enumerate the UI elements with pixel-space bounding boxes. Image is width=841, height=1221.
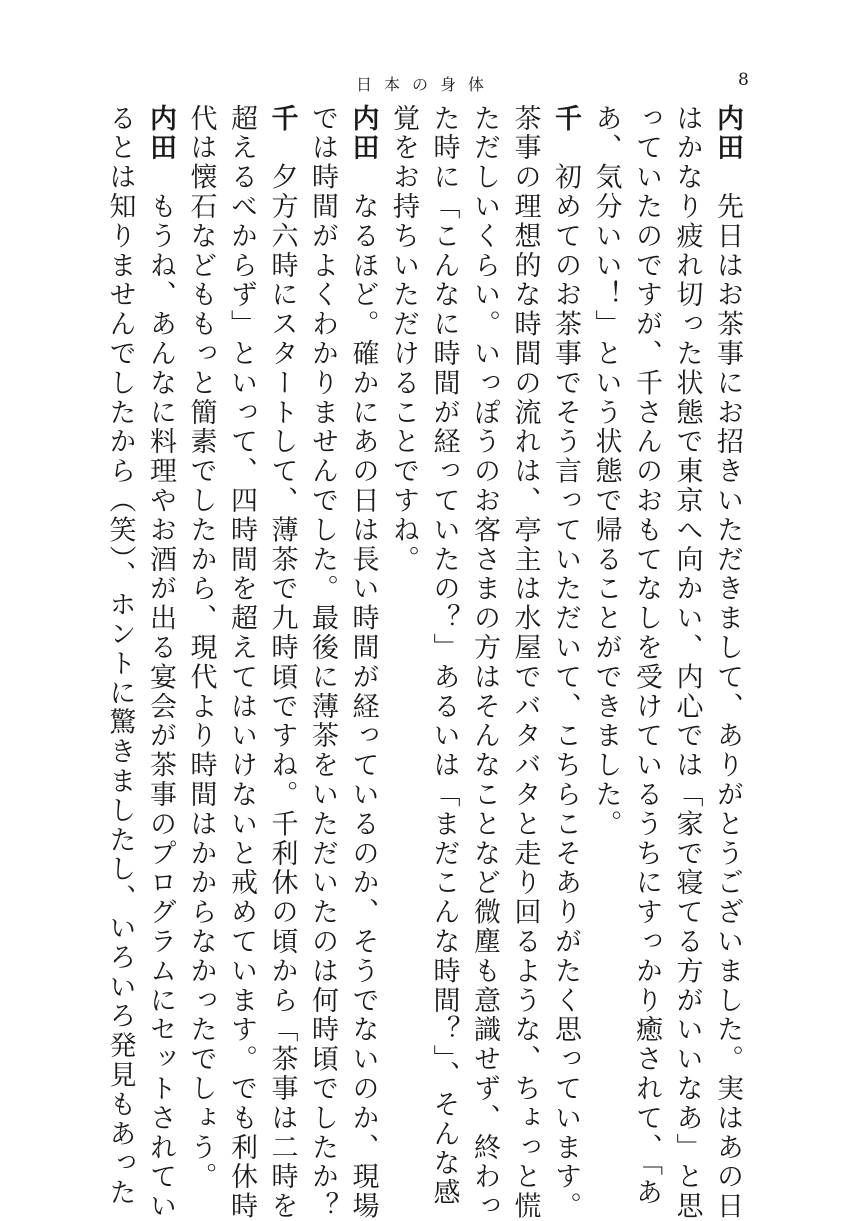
column-text: るとは知りませんでしたから（笑）、ホントに驚きましたし、いろいろ発見もあった <box>104 104 136 1208</box>
text-column <box>221 104 262 1221</box>
column-text: 夕方六時にスタートして、薄茶で九時頃ですね。千利休の頃から「茶事は二時を <box>266 162 298 1221</box>
column-text: 初めてのお茶事でそう言っていただいて、こちらこそありがたく思っています。 <box>550 162 581 1221</box>
text-column <box>504 104 545 1221</box>
body-text <box>99 104 747 1221</box>
speaker-label: 内田 <box>347 104 379 163</box>
text-column <box>666 104 707 1221</box>
column-text: た時に「こんなに時間が経っていたの？」あるいは「まだこんな時間？」、そんな感 <box>428 104 460 1208</box>
text-column <box>180 104 221 1192</box>
text-column <box>585 104 626 1114</box>
text-column <box>626 104 667 1208</box>
column-text: 代は懐石などももっと簡素でしたから、現代より時間はかからなかったでしょう。 <box>185 104 217 1192</box>
running-head: 日本の身体 <box>356 75 497 94</box>
column-text: あ、気分いい！」という状態で帰ることができました。 <box>590 104 622 839</box>
column-text: 覚をお持ちいただけることですね。 <box>388 104 419 575</box>
text-column <box>383 104 424 1114</box>
column-text: では時間がよくわかりませんでした。最後に薄茶をいただいたのは何時頃でしたか？ <box>307 104 338 1221</box>
speaker-label: 内田 <box>712 104 743 163</box>
text-column <box>261 104 302 1221</box>
page-number: 8 <box>738 70 749 90</box>
text-column <box>707 104 748 1221</box>
column-text: 先日はお茶事にお招きいただきまして、ありがとうございました。実はあの日 <box>712 192 743 1221</box>
column-text: なるほど。確かにあの日は長い時間が経っているのか、そうでないのか、現場 <box>347 192 379 1221</box>
text-column <box>302 104 343 1221</box>
text-column <box>545 104 586 1221</box>
text-column <box>99 104 140 1208</box>
column-text: ただしいくらい。いっぽうのお客さまの方はそんなことなど微塵も意識せず、終わっ <box>469 104 500 1221</box>
text-column <box>140 104 181 1221</box>
text-column <box>423 104 464 1208</box>
text-column <box>464 104 505 1221</box>
speaker-label: 内田 <box>145 104 176 163</box>
column-text: はかなり疲れ切った状態で東京へ向かい、内心では「家で寝てる方がいいなあ」と思 <box>671 104 703 1221</box>
column-text: 茶事の理想的な時間の流れは、亭主は水屋でバタバタと走り回るような、ちょっと慌 <box>509 104 541 1221</box>
column-text: 超えるべからず」といって、四時間を超えてはいけないと戒めています。でも利休時 <box>226 104 257 1221</box>
speaker-label: 千 <box>266 104 298 134</box>
text-column <box>342 104 383 1221</box>
column-text: っていたのですが、千さんのおもてなしを受けているうちにすっかり癒されて、「あ <box>631 104 662 1208</box>
column-text: もうね、あんなに料理やお酒が出る宴会が茶事のプログラムにセットされてい <box>145 192 176 1221</box>
speaker-label: 千 <box>550 104 581 134</box>
